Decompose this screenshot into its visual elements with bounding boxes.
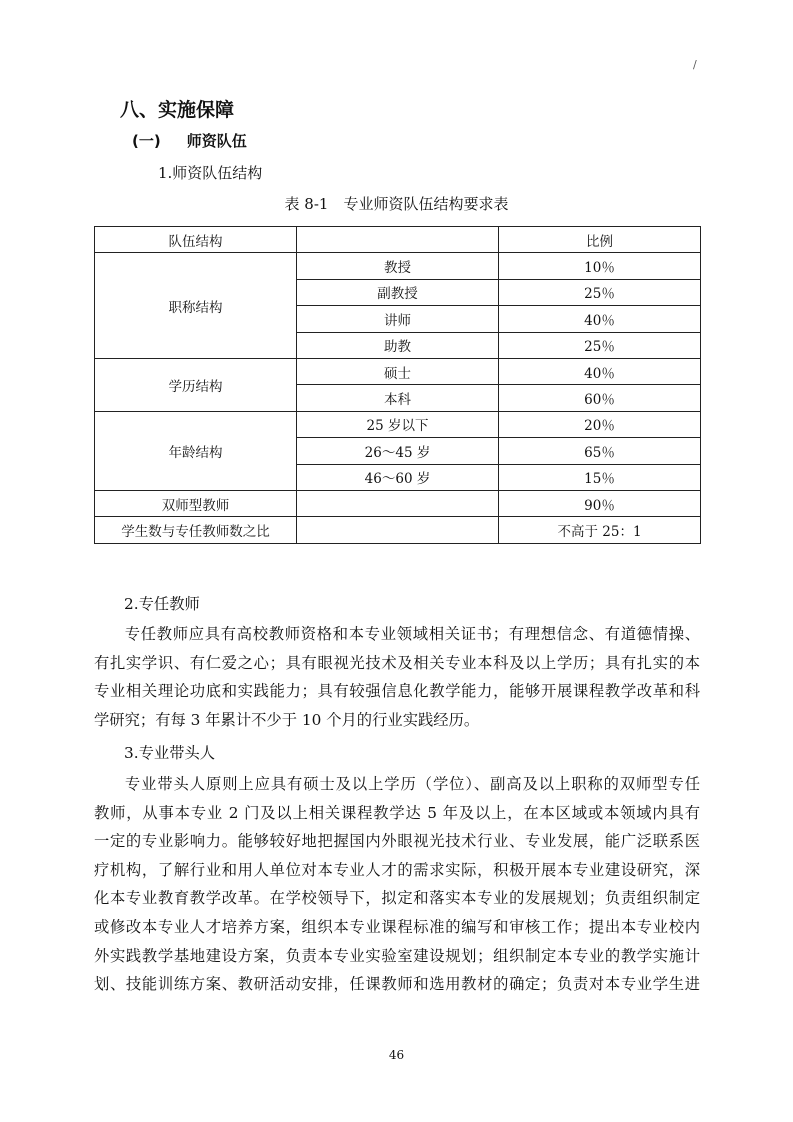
header-cell: 比例 — [499, 227, 701, 253]
paragraph-line-text: 专业带头人原则上应具有硕士及以上学历（学位）、副高及以上职称的双师型专任 — [124, 775, 700, 793]
item-cell: 教授 — [297, 253, 499, 279]
item-cell — [297, 517, 499, 543]
group-name-cell: 年龄结构 — [95, 411, 297, 490]
page-number: 46 — [388, 1048, 405, 1062]
ratio-cell: 25％ — [499, 279, 701, 305]
table-row — [95, 517, 701, 543]
section-title-full-time-teachers: 2.专任教师 — [124, 595, 200, 613]
paragraph-line: 有扎实学识、有仁爱之心；具有眼视光技术及相关专业本科及以上学历；具有扎实的本 — [94, 653, 700, 672]
group-name-cell: 学历结构 — [95, 358, 297, 411]
paragraph-line: 学研究；有每 3 年累计不少于 10 个月的行业实践经历。 — [94, 710, 480, 729]
header-cell: 队伍结构 — [95, 227, 297, 253]
item-cell: 26～45 岁 — [297, 438, 499, 464]
corner-mark: / — [693, 58, 697, 71]
item-cell: 25 岁以下 — [297, 411, 499, 437]
heading-implementation-guarantee: 八、实施保障 — [120, 99, 235, 121]
paragraph-full-time-teachers — [94, 620, 700, 734]
paragraph-line: 教师，从事本专业 2 门及以上相关课程教学达 5 年及以上，在本区域或本领域内具有 — [94, 803, 700, 822]
ratio-cell: 40％ — [499, 358, 701, 384]
paragraph-line — [94, 770, 700, 799]
paragraph-line: 划、技能训练方案、教研活动安排，任课教师和选用教材的确定；负责对本专业学生进 — [94, 975, 700, 994]
group-name-cell: 双师型教师 — [95, 490, 297, 516]
table-row — [95, 358, 701, 384]
ratio-cell: 25％ — [499, 332, 701, 358]
group-name-cell: 职称结构 — [95, 253, 297, 359]
table-row — [95, 411, 701, 437]
item-cell: 硕士 — [297, 358, 499, 384]
item-cell: 助教 — [297, 332, 499, 358]
paragraph-line: 专业相关理论功底和实践能力；具有较强信息化教学能力，能够开展课程教学改革和科 — [94, 682, 700, 701]
paragraph-line: 疗机构，了解行业和用人单位对本专业人才的需求实际，积极开展本专业建设研究，深 — [94, 860, 700, 879]
item-cell — [297, 490, 499, 516]
paragraph-line — [94, 620, 700, 649]
ratio-cell: 10％ — [499, 253, 701, 279]
table-row — [95, 253, 701, 279]
table-caption: 表 8-1 专业师资队伍结构要求表 — [284, 195, 509, 213]
table-header-row — [95, 227, 701, 253]
item-cell: 副教授 — [297, 279, 499, 305]
ratio-cell: 15％ — [499, 464, 701, 490]
table-row — [95, 490, 701, 516]
faculty-structure-table — [94, 226, 701, 544]
group-name-cell: 学生数与专任教师数之比 — [95, 517, 297, 543]
ratio-cell: 60％ — [499, 385, 701, 411]
ratio-cell: 不高于 25：1 — [499, 517, 701, 543]
paragraph-line: 化本专业教育教学改革。在学校领导下，拟定和落实本专业的发展规划；负责组织制定 — [94, 889, 700, 908]
heading-faculty-team — [132, 130, 247, 151]
section-title-program-leader: 3.专业带头人 — [124, 744, 216, 762]
paragraph-program-leader — [94, 770, 700, 999]
paragraph-line: 外实践教学基地建设方案，负责本专业实验室建设规划；组织制定本专业的教学实施计 — [94, 946, 700, 965]
ratio-cell: 65％ — [499, 438, 701, 464]
section-title-structure: 1.师资队伍结构 — [158, 164, 263, 182]
paragraph-line: 一定的专业影响力。能够较好地把握国内外眼视光技术行业、专业发展，能广泛联系医 — [94, 832, 700, 851]
heading-number: (一) — [132, 132, 161, 150]
item-cell: 讲师 — [297, 306, 499, 332]
heading-title: 师资队伍 — [186, 132, 247, 150]
ratio-cell: 20％ — [499, 411, 701, 437]
paragraph-line: 或修改本专业人才培养方案，组织本专业课程标准的编写和审核工作；提出本专业校内 — [94, 917, 700, 936]
paragraph-line-text: 专任教师应具有高校教师资格和本专业领域相关证书；有理想信念、有道德情操、 — [124, 625, 700, 643]
ratio-cell: 90％ — [499, 490, 701, 516]
header-cell — [297, 227, 499, 253]
ratio-cell: 40％ — [499, 306, 701, 332]
item-cell: 本科 — [297, 385, 499, 411]
item-cell: 46～60 岁 — [297, 464, 499, 490]
